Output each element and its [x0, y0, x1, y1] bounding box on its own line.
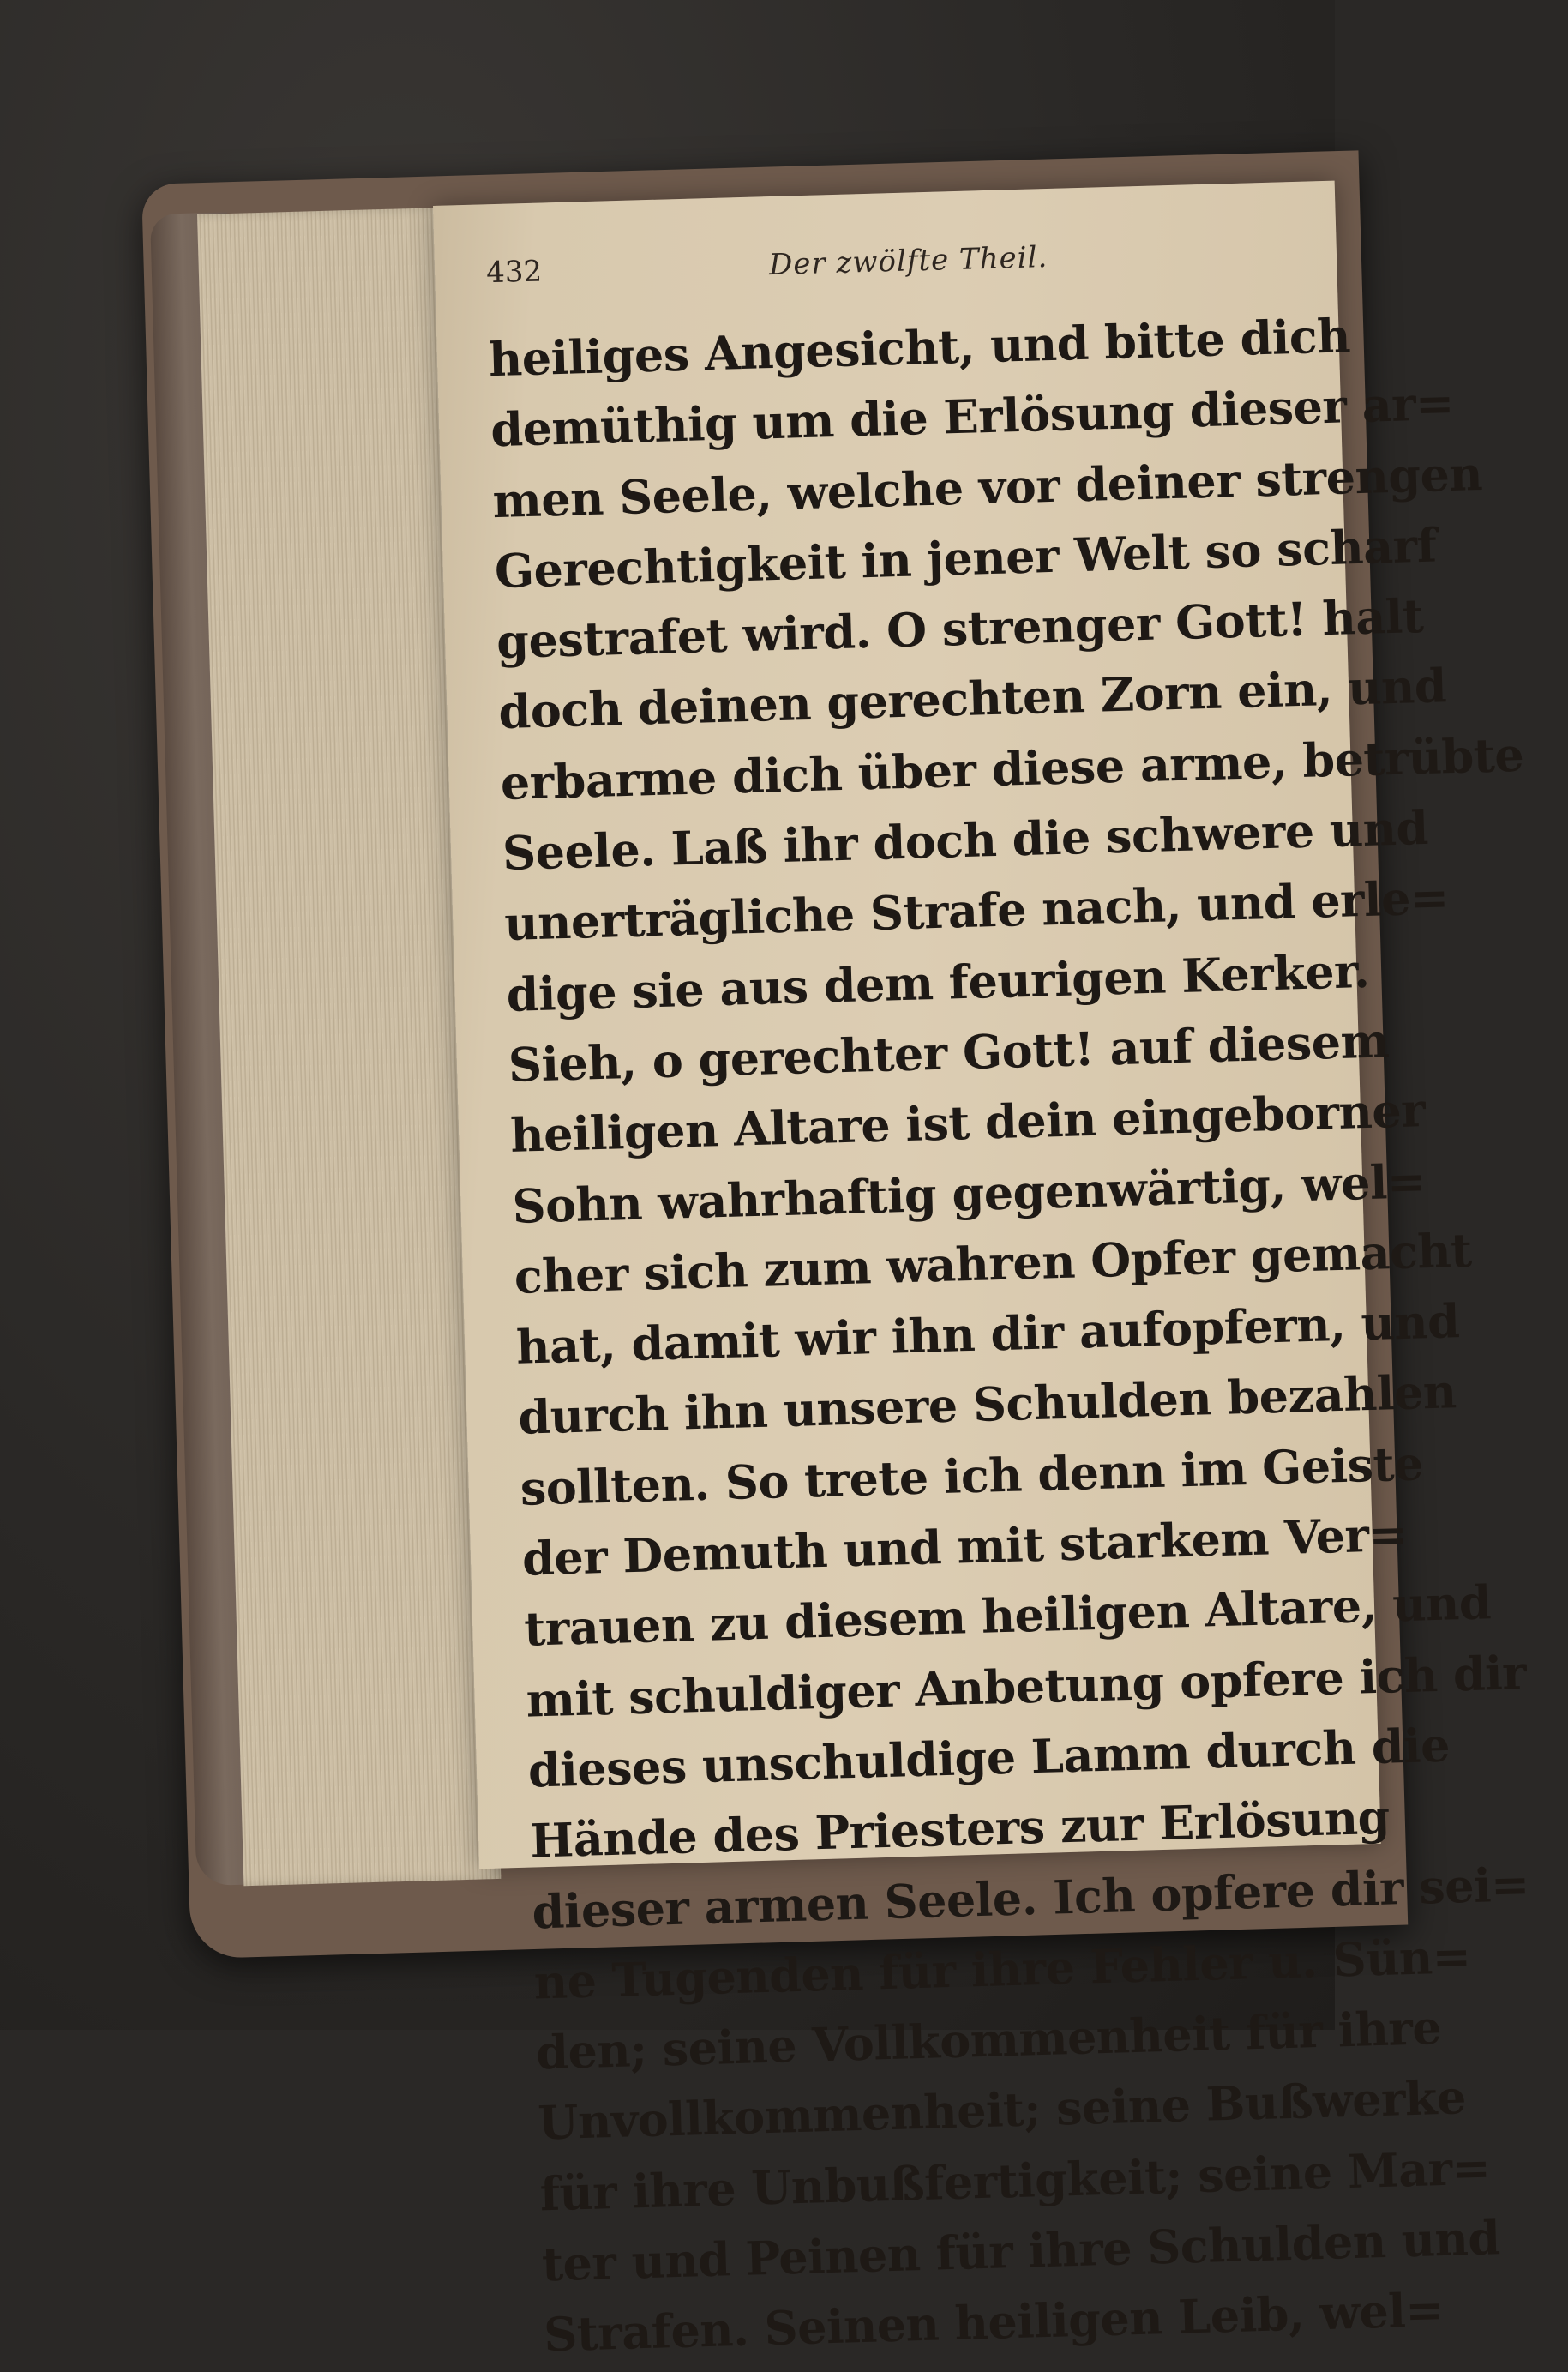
- text-line: ter und Peinen für ihre Schulden und: [541, 2210, 1501, 2292]
- text-line: den; seine Vollkommenheit für ihre: [535, 2000, 1442, 2080]
- text-line: trauen zu diesem heiligen Altare, und: [523, 1574, 1492, 1658]
- text-line: Sieh, o gerechter Gott! auf diesem: [508, 1013, 1390, 1093]
- text-line: gestrafet wird. O strenger Gott! halt: [496, 588, 1425, 670]
- text-line: für ihre Unbußfertigkeit; seine Mar=: [538, 2140, 1492, 2222]
- text-line: dige sie aus dem feurigen Kerker.: [505, 942, 1371, 1022]
- text-line: dieser armen Seele. Ich opfere dir sei=: [531, 1856, 1530, 1940]
- page-header: [486, 233, 1301, 308]
- text-line: doch deinen gerechten Zorn ein, und: [497, 658, 1447, 740]
- text-line: der Demuth und mit starkem Ver=: [521, 1506, 1409, 1586]
- text-line: Seele. Laß ihr doch die schwere und: [502, 799, 1429, 882]
- text-line: unerträgliche Strafe nach, und erle=: [503, 870, 1450, 952]
- text-line: demüthig um die Erlösung dieser ar=: [490, 376, 1455, 458]
- text-line: sollten. So trete ich denn im Geiste: [519, 1436, 1424, 1516]
- text-line: Hände des Priesters zur Erlösung: [529, 1789, 1391, 1869]
- text-line: hat, damit wir ihn dir aufopfern, und: [515, 1293, 1461, 1375]
- book-page: [433, 181, 1530, 2363]
- text-line: durch ihn unsere Schulden bezahlen: [517, 1364, 1457, 1446]
- text-line: Sohn wahrhaftig gegenwärtig, wel=: [511, 1153, 1427, 1234]
- body-text: [488, 302, 1530, 2370]
- text-line: Strafen. Seinen heiligen Leib, wel=: [543, 2282, 1445, 2363]
- text-line: mit schuldiger Anbetung opfere ich dir: [525, 1644, 1527, 1728]
- text-line: Unvollkommenheit; seine Bußwerke: [537, 2069, 1467, 2151]
- text-line: Gerechtigkeit in jener Welt so scharf: [494, 517, 1438, 599]
- text-line: men Seele, welche vor deiner strengen: [491, 445, 1483, 528]
- text-line: cher sich zum wahren Opfer gemacht: [514, 1222, 1473, 1304]
- running-head: Der zwölfte Theil.: [768, 240, 1048, 283]
- text-line: erbarme dich über diese arme, betrübte: [499, 726, 1524, 810]
- text-line: ne Tugenden für ihre Fehler u. Sün=: [532, 1928, 1472, 2010]
- text-line: heiligen Altare ist dein eingeborner: [509, 1082, 1426, 1164]
- text-line: dieses unschuldige Lamm durch die: [527, 1717, 1451, 1798]
- text-line: heiliges Angesicht, und bitte dich: [488, 308, 1351, 388]
- page-number: 432: [485, 254, 543, 291]
